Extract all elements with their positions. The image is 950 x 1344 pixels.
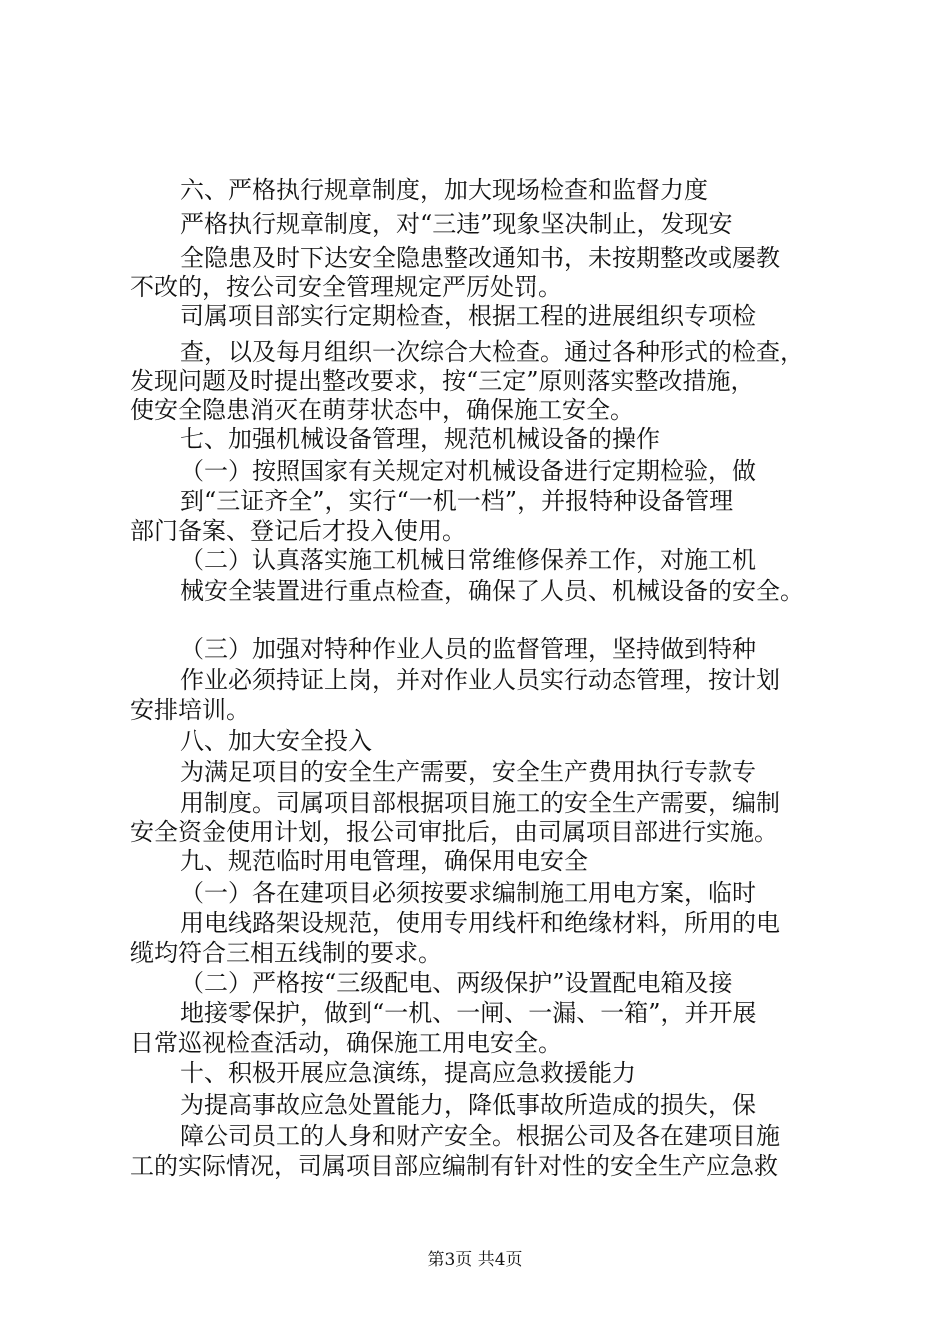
text-line-32: 工的实际情况，司属项目部应编制有针对性的安全生产应急救	[130, 1152, 778, 1180]
text-line-13: （二）认真落实施工机械日常维修保养工作，对施工机	[180, 546, 756, 574]
text-line-1: 六、严格执行规章制度，加大现场检查和监督力度	[180, 176, 708, 204]
text-line-24: 用电线路架设规范，使用专用线杆和绝缘材料，所用的电	[180, 909, 780, 937]
text-line-29: 十、积极开展应急演练，提高应急救援能力	[180, 1059, 636, 1087]
text-line-6: 查，以及每月组织一次综合大检查。通过各种形式的检查，	[180, 338, 804, 366]
text-line-28: 日常巡视检查活动，确保施工用电安全。	[130, 1029, 562, 1057]
text-line-3: 全隐患及时下达安全隐患整改通知书，未按期整改或屡教	[180, 244, 780, 272]
text-line-23: （一）各在建项目必须按要求编制施工用电方案，临时	[180, 879, 756, 907]
text-line-14: 械安全装置进行重点检查，确保了人员、机械设备的安全。	[180, 577, 804, 605]
text-line-16: 作业必须持证上岗，并对作业人员实行动态管理，按计划	[180, 666, 780, 694]
text-line-18: 八、加大安全投入	[180, 727, 372, 755]
text-line-2: 严格执行规章制度，对“三违”现象坚决制止，发现安	[180, 210, 733, 238]
text-line-4: 不改的，按公司安全管理规定严厉处罚。	[130, 273, 562, 301]
page-number-footer: 第3页 共4页	[427, 1250, 523, 1270]
text-line-17: 安排培训。	[130, 696, 250, 724]
text-line-11: 到“三证齐全”，实行“一机一档”，并报特种设备管理	[180, 487, 734, 515]
text-line-21: 安全资金使用计划，报公司审批后，由司属项目部进行实施。	[130, 818, 778, 846]
text-line-22: 九、规范临时用电管理，确保用电安全	[180, 847, 588, 875]
text-line-20: 用制度。司属项目部根据项目施工的安全生产需要，编制	[180, 789, 780, 817]
text-line-15: （三）加强对特种作业人员的监督管理，坚持做到特种	[180, 635, 756, 663]
text-line-27: 地接零保护，做到“一机、一闸、一漏、一箱”，并开展	[180, 999, 757, 1027]
text-line-19: 为满足项目的安全生产需要，安全生产费用执行专款专	[180, 758, 756, 786]
text-line-8: 使安全隐患消灭在萌芽状态中，确保施工安全。	[130, 396, 634, 424]
text-line-30: 为提高事故应急处置能力，降低事故所造成的损失，保	[180, 1091, 756, 1119]
text-line-12: 部门备案、登记后才投入使用。	[130, 517, 466, 545]
text-line-25: 缆均符合三相五线制的要求。	[130, 939, 442, 967]
text-line-7: 发现问题及时提出整改要求，按“三定”原则落实整改措施，	[130, 367, 755, 395]
text-line-31: 障公司员工的人身和财产安全。根据公司及各在建项目施	[180, 1122, 780, 1150]
text-line-26: （二）严格按“三级配电、两级保护”设置配电箱及接	[180, 969, 733, 997]
text-line-9: 七、加强机械设备管理，规范机械设备的操作	[180, 425, 660, 453]
text-line-10: （一）按照国家有关规定对机械设备进行定期检验，做	[180, 457, 756, 485]
text-line-5: 司属项目部实行定期检查，根据工程的进展组织专项检	[180, 302, 756, 330]
